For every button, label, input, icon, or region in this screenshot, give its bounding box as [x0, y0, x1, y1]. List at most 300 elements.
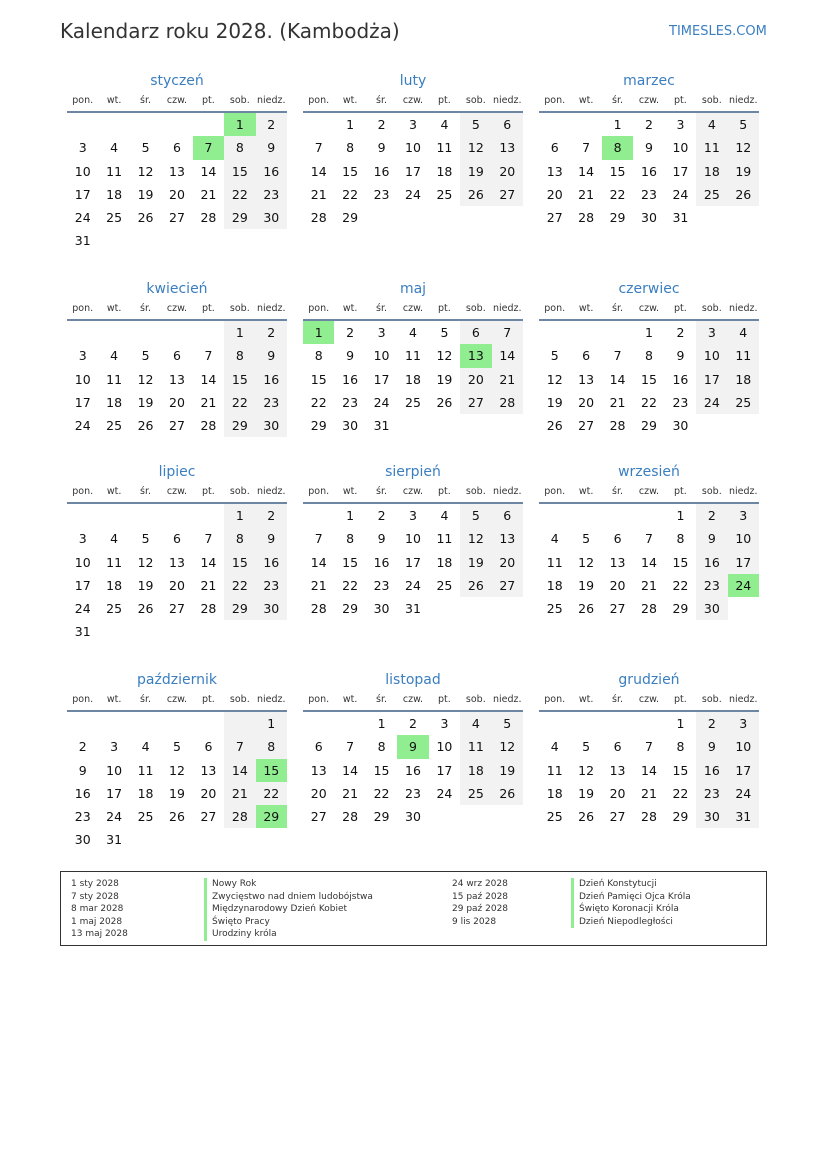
weekday-label: śr. [376, 694, 388, 705]
weekday-header [539, 300, 759, 321]
day-cell: 8 [314, 348, 323, 364]
empty-cell [161, 321, 192, 344]
empty-cell [602, 321, 633, 344]
day-cell: 31 [373, 418, 390, 434]
day-cell: 19 [546, 394, 563, 410]
day-cell: 6 [550, 140, 559, 156]
day-cell: 19 [137, 394, 154, 410]
day-cell: 18 [436, 163, 453, 179]
day-cell: 12 [492, 735, 523, 758]
legend-date: 29 paź 2028 [452, 904, 509, 914]
weekday-label: pt. [202, 303, 215, 314]
day-cell: 21 [200, 394, 217, 410]
day-cell: 21 [224, 782, 255, 805]
legend-date: 1 sty 2028 [71, 879, 119, 889]
day-grid [539, 504, 759, 620]
month-name: lipiec [158, 464, 196, 480]
day-cell: 6 [314, 739, 323, 755]
day-cell: 31 [106, 832, 123, 848]
day-cell: 22 [224, 183, 255, 206]
day-cell: 25 [436, 186, 453, 202]
empty-cell [130, 321, 161, 344]
month-name: październik [137, 672, 217, 688]
day-cell: 2 [78, 739, 87, 755]
day-cell: 30 [256, 597, 287, 620]
day-cell: 4 [110, 140, 119, 156]
legend-date: 13 maj 2028 [71, 929, 128, 939]
legend-dates-right [452, 878, 508, 928]
weekday-label: wt. [578, 95, 594, 106]
day-cell: 29 [373, 809, 390, 825]
weekday-label: czw. [402, 486, 424, 497]
day-cell: 6 [492, 504, 523, 527]
day-cell: 26 [460, 183, 491, 206]
day-cell: 19 [460, 160, 491, 183]
empty-cell [98, 712, 129, 735]
day-cell: 25 [405, 394, 421, 410]
day-cell: 18 [436, 554, 453, 570]
day-cell: 8 [224, 344, 255, 367]
weekday-label: śr. [376, 486, 388, 497]
day-cell: 15 [672, 554, 689, 570]
weekday-label: niedz. [492, 303, 522, 314]
day-cell: 4 [110, 531, 119, 547]
day-cell: 24 [405, 577, 421, 593]
day-cell: 1 [676, 508, 685, 523]
month-name: kwiecień [146, 281, 208, 297]
day-cell: 27 [169, 418, 185, 434]
day-cell: 28 [609, 418, 626, 434]
weekday-label: pon. [72, 486, 94, 497]
day-cell: 19 [578, 785, 595, 801]
weekday-label: czw. [638, 303, 660, 314]
day-cell: 30 [696, 597, 727, 620]
day-cell: 21 [641, 577, 657, 593]
day-cell: 17 [74, 186, 91, 202]
day-cell: 12 [578, 554, 595, 570]
day-cell: 14 [310, 163, 327, 179]
day-cell: 2 [377, 117, 386, 132]
day-cell: 3 [78, 140, 87, 156]
month-block [67, 669, 287, 852]
weekday-label: sob. [465, 303, 486, 314]
day-cell: 3 [409, 508, 417, 523]
month-block [67, 70, 287, 253]
empty-cell [334, 712, 365, 735]
legend-holiday-name: Dzień Konstytucji [571, 878, 691, 891]
weekday-label: niedz. [728, 486, 758, 497]
weekday-label: sob. [465, 95, 486, 106]
day-cell: 20 [460, 368, 491, 391]
day-cell: 24 [74, 418, 91, 434]
day-cell: 11 [696, 136, 727, 159]
weekday-label: czw. [402, 303, 424, 314]
day-cell: 23 [641, 186, 657, 202]
weekday-label: pt. [438, 486, 451, 497]
day-cell: 17 [106, 785, 123, 801]
weekday-label: pon. [544, 95, 566, 106]
day-cell: 19 [578, 577, 595, 593]
day-grid [67, 113, 287, 253]
day-cell: 16 [696, 759, 727, 782]
empty-cell [98, 113, 129, 136]
month-block [303, 278, 523, 437]
day-cell: 3 [78, 348, 87, 364]
day-cell: 3 [676, 117, 685, 132]
day-cell: 16 [373, 554, 390, 570]
day-cell: 7 [582, 140, 591, 156]
weekday-label: wt. [342, 694, 358, 705]
month-block [67, 461, 287, 644]
day-cell: 10 [74, 371, 91, 387]
day-cell: 30 [672, 418, 689, 434]
empty-cell [539, 504, 570, 527]
holiday-day-cell: 9 [397, 735, 428, 758]
weekday-label: wt. [342, 95, 358, 106]
day-cell: 13 [310, 762, 327, 778]
day-cell: 24 [728, 782, 759, 805]
legend-names-right [571, 878, 691, 928]
weekday-label: wt. [106, 694, 122, 705]
weekday-label: śr. [612, 486, 624, 497]
day-cell: 16 [342, 371, 359, 387]
weekday-label: wt. [342, 303, 358, 314]
day-cell: 5 [141, 531, 150, 547]
legend-holiday-name: Międzynarodowy Dzień Kobiet [204, 903, 373, 916]
day-cell: 13 [492, 136, 523, 159]
weekday-label: śr. [612, 95, 624, 106]
day-cell: 1 [224, 504, 255, 527]
site-link[interactable]: TIMESLES.COM [669, 24, 767, 39]
day-cell: 31 [74, 233, 91, 249]
day-cell: 10 [74, 554, 91, 570]
empty-cell [570, 712, 601, 735]
day-cell: 22 [373, 785, 390, 801]
day-cell: 23 [696, 782, 727, 805]
day-cell: 1 [613, 117, 622, 132]
day-cell: 21 [310, 577, 327, 593]
day-cell: 15 [342, 554, 359, 570]
month-block [539, 461, 759, 620]
day-cell: 4 [440, 117, 449, 132]
empty-cell [161, 113, 192, 136]
weekday-label: pt. [438, 694, 451, 705]
day-cell: 20 [492, 551, 523, 574]
day-cell: 2 [346, 325, 355, 340]
day-cell: 10 [696, 344, 727, 367]
day-cell: 4 [110, 348, 119, 364]
empty-cell [67, 113, 98, 136]
day-cell: 18 [106, 577, 123, 593]
weekday-header [67, 92, 287, 113]
empty-cell [633, 712, 664, 735]
day-cell: 16 [641, 163, 657, 179]
empty-cell [130, 712, 161, 735]
empty-cell [161, 712, 192, 735]
day-cell: 16 [74, 785, 91, 801]
weekday-header [303, 483, 523, 504]
day-cell: 30 [373, 601, 390, 617]
weekday-label: śr. [612, 694, 624, 705]
day-cell: 4 [440, 508, 449, 523]
day-cell: 14 [609, 371, 626, 387]
day-cell: 30 [74, 832, 91, 848]
day-cell: 11 [460, 735, 491, 758]
day-cell: 29 [224, 414, 255, 437]
day-cell: 5 [460, 504, 491, 527]
day-cell: 13 [169, 371, 185, 387]
day-cell: 28 [342, 809, 359, 825]
weekday-label: pt. [438, 303, 451, 314]
legend-date: 15 paź 2028 [452, 891, 509, 902]
empty-cell [539, 321, 570, 344]
day-cell: 26 [137, 601, 154, 617]
day-cell: 27 [609, 601, 626, 617]
day-cell: 19 [436, 371, 453, 387]
empty-cell [539, 712, 570, 735]
holiday-day-cell: 8 [602, 136, 633, 159]
day-cell: 14 [578, 163, 595, 179]
weekday-label: sob. [701, 694, 722, 705]
day-cell: 21 [492, 368, 523, 391]
day-cell: 9 [256, 527, 287, 550]
weekday-header [303, 300, 523, 321]
empty-cell [602, 504, 633, 527]
day-cell: 26 [137, 210, 154, 226]
day-cell: 10 [106, 762, 123, 778]
day-cell: 25 [696, 183, 727, 206]
day-cell: 26 [137, 418, 154, 434]
weekday-label: pt. [202, 486, 215, 497]
day-cell: 14 [310, 554, 327, 570]
day-cell: 22 [641, 394, 657, 410]
weekday-label: czw. [166, 95, 188, 106]
legend-holiday-name: Święto Koronacji Króla [571, 903, 691, 916]
day-grid [539, 712, 759, 828]
month-name: marzec [623, 73, 675, 89]
weekday-label: niedz. [728, 95, 758, 106]
month-block [303, 70, 523, 229]
month-block [539, 278, 759, 437]
day-cell: 19 [137, 577, 154, 593]
weekday-label: pon. [308, 694, 330, 705]
day-cell: 27 [546, 210, 563, 226]
day-cell: 1 [346, 117, 355, 132]
holiday-day-cell: 1 [224, 113, 255, 136]
month-name: listopad [385, 672, 441, 688]
weekday-label: sob. [701, 95, 722, 106]
holiday-day-cell: 7 [193, 136, 224, 159]
day-cell: 20 [169, 577, 185, 593]
day-cell: 25 [106, 210, 123, 226]
weekday-header [303, 691, 523, 712]
month-name: wrzesień [618, 464, 680, 480]
day-cell: 26 [578, 601, 595, 617]
day-cell: 1 [224, 321, 255, 344]
day-cell: 13 [578, 371, 595, 387]
day-grid [539, 113, 759, 229]
day-cell: 26 [436, 394, 453, 410]
month-block [303, 461, 523, 620]
day-cell: 23 [373, 577, 390, 593]
weekday-label: śr. [376, 95, 388, 106]
day-cell: 11 [405, 348, 421, 364]
weekday-label: wt. [578, 486, 594, 497]
weekday-label: sob. [229, 95, 250, 106]
day-cell: 14 [200, 554, 217, 570]
day-cell: 22 [672, 785, 689, 801]
weekday-label: pon. [72, 95, 94, 106]
day-cell: 11 [137, 762, 154, 778]
legend-holiday-name: Urodziny króla [204, 928, 373, 941]
empty-cell [193, 113, 224, 136]
empty-cell [193, 321, 224, 344]
day-cell: 7 [645, 739, 653, 755]
empty-cell [98, 321, 129, 344]
day-cell: 18 [460, 759, 491, 782]
day-grid [303, 113, 523, 229]
empty-cell [303, 113, 334, 136]
day-cell: 13 [609, 554, 626, 570]
day-cell: 17 [373, 371, 390, 387]
day-cell: 13 [169, 163, 185, 179]
day-cell: 4 [728, 321, 759, 344]
day-cell: 6 [582, 348, 591, 364]
weekday-label: pon. [308, 486, 330, 497]
empty-cell [303, 712, 334, 735]
day-cell: 29 [310, 418, 327, 434]
legend-date: 9 lis 2028 [452, 916, 497, 927]
weekday-label: pt. [674, 95, 687, 106]
day-cell: 7 [613, 348, 622, 364]
day-cell: 6 [492, 113, 523, 136]
day-cell: 27 [578, 418, 595, 434]
weekday-label: czw. [402, 95, 424, 106]
day-cell: 25 [106, 601, 123, 617]
weekday-label: pon. [544, 486, 566, 497]
day-cell: 10 [373, 348, 390, 364]
month-name: luty [399, 73, 427, 89]
day-cell: 21 [609, 394, 626, 410]
day-cell: 18 [728, 368, 759, 391]
empty-cell [602, 712, 633, 735]
day-cell: 16 [696, 551, 727, 574]
day-cell: 8 [645, 348, 653, 364]
weekday-label: śr. [140, 486, 152, 497]
day-cell: 26 [728, 183, 759, 206]
day-cell: 2 [256, 113, 287, 136]
day-cell: 20 [578, 394, 595, 410]
empty-cell [224, 712, 255, 735]
month-name: czerwiec [618, 281, 680, 297]
day-cell: 22 [609, 186, 626, 202]
day-cell: 10 [728, 527, 759, 550]
day-cell: 18 [405, 371, 421, 387]
day-cell: 13 [169, 554, 185, 570]
day-cell: 16 [256, 551, 287, 574]
empty-cell [67, 712, 98, 735]
holiday-day-cell: 24 [728, 574, 759, 597]
day-cell: 23 [696, 574, 727, 597]
day-cell: 11 [546, 762, 563, 778]
weekday-label: pt. [674, 303, 687, 314]
day-cell: 27 [609, 809, 626, 825]
day-cell: 2 [696, 504, 727, 527]
month-name: grudzień [618, 672, 680, 688]
day-cell: 28 [492, 391, 523, 414]
day-cell: 18 [696, 160, 727, 183]
day-cell: 31 [672, 210, 689, 226]
weekday-label: sob. [465, 694, 486, 705]
day-cell: 24 [106, 809, 123, 825]
holiday-day-cell: 15 [256, 759, 287, 782]
weekday-label: pon. [72, 694, 94, 705]
empty-cell [67, 321, 98, 344]
day-cell: 15 [672, 762, 689, 778]
day-cell: 17 [436, 762, 453, 778]
day-cell: 6 [460, 321, 491, 344]
day-cell: 29 [224, 206, 255, 229]
day-cell: 5 [582, 531, 591, 547]
day-grid [539, 321, 759, 437]
day-cell: 9 [645, 140, 653, 156]
day-cell: 12 [137, 554, 154, 570]
holiday-day-cell: 29 [256, 805, 287, 828]
day-cell: 22 [224, 391, 255, 414]
day-cell: 21 [310, 186, 327, 202]
day-cell: 23 [672, 394, 689, 410]
weekday-header [67, 483, 287, 504]
day-cell: 24 [436, 785, 453, 801]
day-cell: 4 [409, 325, 417, 340]
day-cell: 14 [200, 163, 217, 179]
day-cell: 4 [460, 712, 491, 735]
day-cell: 3 [78, 531, 87, 547]
day-cell: 9 [696, 735, 727, 758]
day-cell: 6 [204, 739, 213, 755]
day-cell: 19 [492, 759, 523, 782]
day-grid [303, 504, 523, 620]
day-cell: 8 [676, 531, 685, 547]
day-cell: 24 [405, 186, 421, 202]
day-cell: 3 [440, 716, 449, 731]
weekday-label: wt. [106, 95, 122, 106]
day-cell: 25 [546, 601, 563, 617]
weekday-label: śr. [140, 694, 152, 705]
day-cell: 30 [696, 805, 727, 828]
day-cell: 20 [546, 186, 563, 202]
day-cell: 17 [728, 759, 759, 782]
weekday-label: pon. [72, 303, 94, 314]
empty-cell [193, 504, 224, 527]
legend-holiday-name: Dzień Niepodległości [571, 916, 691, 929]
day-cell: 29 [609, 210, 626, 226]
day-cell: 7 [314, 140, 323, 156]
legend-holiday-name: Nowy Rok [204, 878, 373, 891]
empty-cell [130, 113, 161, 136]
day-cell: 9 [78, 762, 87, 778]
day-cell: 5 [582, 739, 591, 755]
day-cell: 27 [310, 809, 327, 825]
day-cell: 23 [74, 809, 91, 825]
day-cell: 2 [645, 117, 653, 132]
day-cell: 2 [696, 712, 727, 735]
weekday-label: sob. [229, 694, 250, 705]
day-cell: 25 [137, 809, 154, 825]
day-cell: 25 [436, 577, 453, 593]
day-cell: 24 [373, 394, 390, 410]
weekday-header [539, 691, 759, 712]
